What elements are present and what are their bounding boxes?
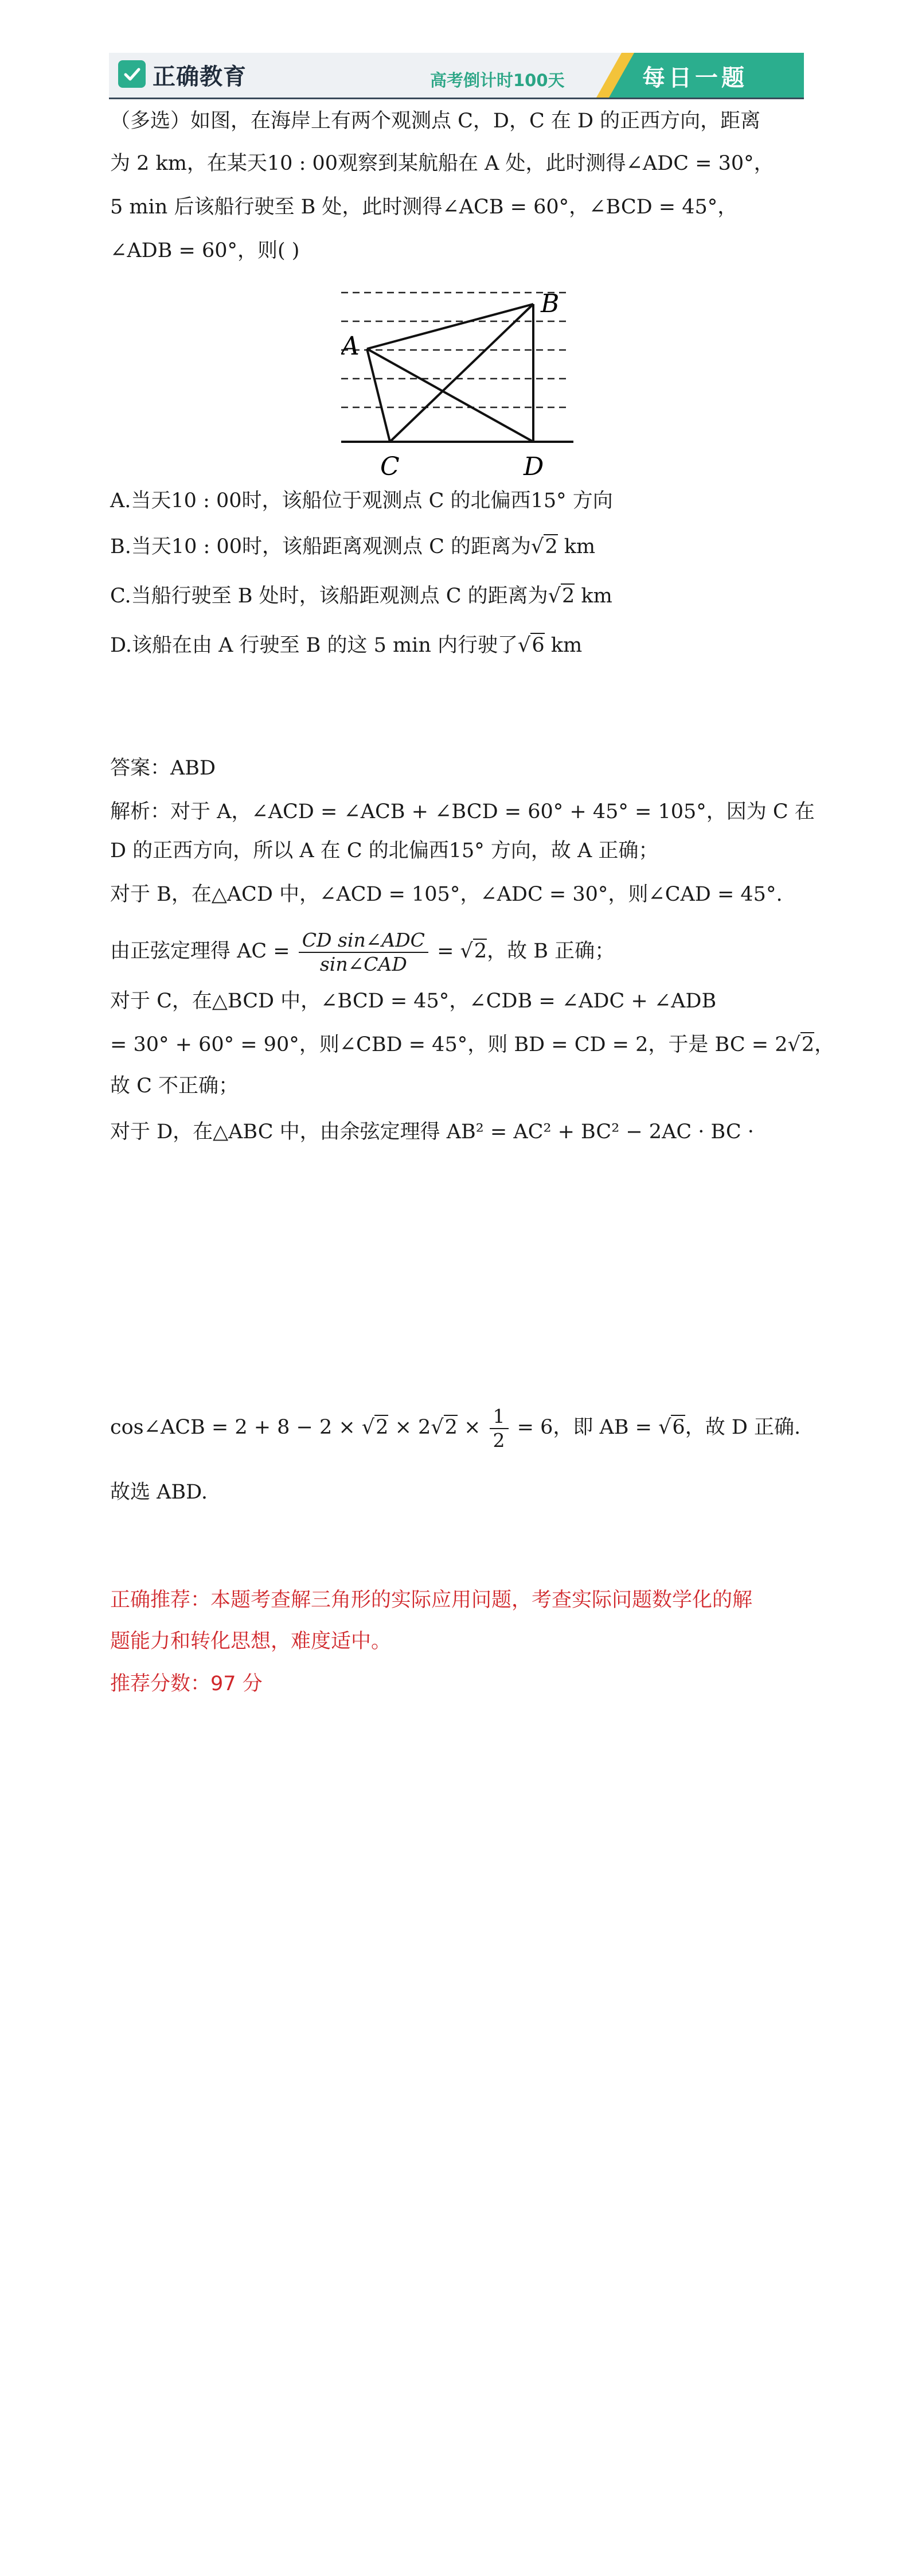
- solution-line-7: 故 C 不正确；: [110, 1075, 239, 1098]
- recommend-line-2: 题能力和转化思想，难度适中。: [110, 1630, 392, 1653]
- solution-9-radicand-1: 2: [376, 1416, 389, 1439]
- option-a: A.当天10 : 00时，该船位于观测点 C 的北偏西15° 方向: [110, 489, 613, 512]
- brand-name: 正确教育: [153, 64, 247, 90]
- option-b-unit: km: [557, 535, 596, 558]
- daily-title: 每日一题: [642, 65, 748, 91]
- recommend-score: 推荐分数：97 分: [110, 1672, 263, 1695]
- option-d-unit: km: [544, 634, 583, 657]
- conclusion: 故选 ABD.: [110, 1481, 208, 1504]
- solution-9-suffix: ，故 D 正确.: [685, 1416, 801, 1439]
- label-d: D: [524, 452, 544, 481]
- sea-dashed-lines: [341, 293, 571, 407]
- solution-9-radicand-3: 6: [672, 1416, 685, 1439]
- question-line-4: ∠ADB = 60°，则( ): [110, 239, 300, 262]
- solution-6-prefix: = 30° + 60° = 90°，则∠CBD = 45°，则 BD = CD = 2，于是 BC = 2: [110, 1033, 788, 1056]
- solution-9-times: ×: [464, 1416, 481, 1439]
- option-d: D.该船在由 A 行驶至 B 的这 5 min 内行驶了√6 km: [110, 634, 583, 657]
- solution-9-equals: = 6，即 AB =: [517, 1416, 652, 1439]
- option-b-text: B.当天10 : 00时，该船距离观测点 C 的距离为: [110, 535, 531, 558]
- fraction-sine-rule: [299, 929, 428, 976]
- solution-9-mid: × 2: [395, 1416, 431, 1439]
- geometry-figure: [341, 287, 573, 482]
- question-line-3: 5 min 后该船行驶至 B 处，此时测得∠ACB = 60°，∠BCD = 45°，: [110, 196, 738, 219]
- option-d-text: D.该船在由 A 行驶至 B 的这 5 min 内行驶了: [110, 634, 518, 657]
- check-icon: [118, 60, 146, 88]
- segment-ad: [367, 349, 533, 442]
- option-b: B.当天10 : 00时，该船距离观测点 C 的距离为√2 km: [110, 535, 596, 558]
- countdown-text: 高考倒计时100天: [430, 71, 565, 90]
- label-b: B: [541, 289, 560, 318]
- recommend-line-1: 正确推荐：本题考查解三角形的实际应用问题，考查实际问题数学化的解: [110, 1589, 753, 1612]
- question-line-2: 为 2 km，在某天10 : 00观察到某航船在 A 处，此时测得∠ADC = 30°，: [110, 152, 774, 175]
- solution-line-3: 对于 B，在△ACD 中，∠ACD = 105°，∠ADC = 30°，则∠CAD = 45°.: [110, 883, 783, 906]
- solution-line-9: cos∠ACB = 2 + 8 − 2 × √2 × 2√2 × $\frac{1}{2}$ = 6，即 AB = √6，故 D 正确.: [110, 1404, 801, 1452]
- solution-4-suffix: ，故 B 正确；: [487, 940, 615, 963]
- half-denominator: 2: [493, 1429, 505, 1452]
- option-c-text: C.当船行驶至 B 处时，该船距观测点 C 的距离为: [110, 585, 548, 608]
- solution-line-2: D 的正西方向，所以 A 在 C 的北偏西15° 方向，故 A 正确；: [110, 839, 659, 862]
- solution-4-prefix: 由正弦定理得 AC =: [110, 940, 290, 963]
- header-banner: [109, 53, 804, 99]
- option-b-radicand: 2: [545, 535, 558, 558]
- solution-line-6: = 30° + 60° = 90°，则∠CBD = 45°，则 BD = CD = 2，于是 BC = 2√2，: [110, 1033, 835, 1056]
- fraction-half: [490, 1405, 509, 1452]
- question-line-1: （多选）如图，在海岸上有两个观测点 C，D，C 在 D 的正西方向，距离: [110, 110, 761, 133]
- fraction-numerator: CD sin∠ADC: [299, 929, 428, 953]
- solution-line-4: 由正弦定理得 AC = $\frac{\text{CD sin∠ADC}}{\text{sin∠CAD}}$ = √2，故 B 正确；: [110, 928, 615, 975]
- option-c: C.当船行驶至 B 处时，该船距观测点 C 的距离为√2 km: [110, 585, 612, 608]
- option-c-radicand: 2: [561, 585, 575, 608]
- solution-line-1: 解析：对于 A，∠ACD = ∠ACB + ∠BCD = 60° + 45° = 105°，因为 C 在: [110, 800, 815, 823]
- solution-4-radicand: 2: [474, 940, 487, 963]
- solution-6-suffix: ，: [814, 1033, 835, 1056]
- solution-4-equals: =: [437, 940, 454, 963]
- option-d-radicand: 6: [532, 634, 545, 657]
- half-numerator: 1: [490, 1405, 509, 1429]
- option-c-unit: km: [575, 585, 612, 608]
- label-a: A: [341, 332, 360, 361]
- fraction-denominator: sin∠CAD: [319, 952, 407, 975]
- solution-line-8: 对于 D，在△ABC 中，由余弦定理得 AB² = AC² + BC² − 2AC · BC ·: [110, 1120, 754, 1143]
- label-c: C: [380, 452, 400, 481]
- segment-ac: [367, 349, 390, 442]
- solution-6-radicand: 2: [801, 1033, 815, 1056]
- solution-9-radicand-2: 2: [444, 1416, 458, 1439]
- answer-label: 答案：ABD: [110, 757, 216, 780]
- solution-9-prefix: cos∠ACB = 2 + 8 − 2 ×: [110, 1416, 356, 1439]
- solution-line-5: 对于 C，在△BCD 中，∠BCD = 45°，∠CDB = ∠ADC + ∠ADB: [110, 990, 717, 1013]
